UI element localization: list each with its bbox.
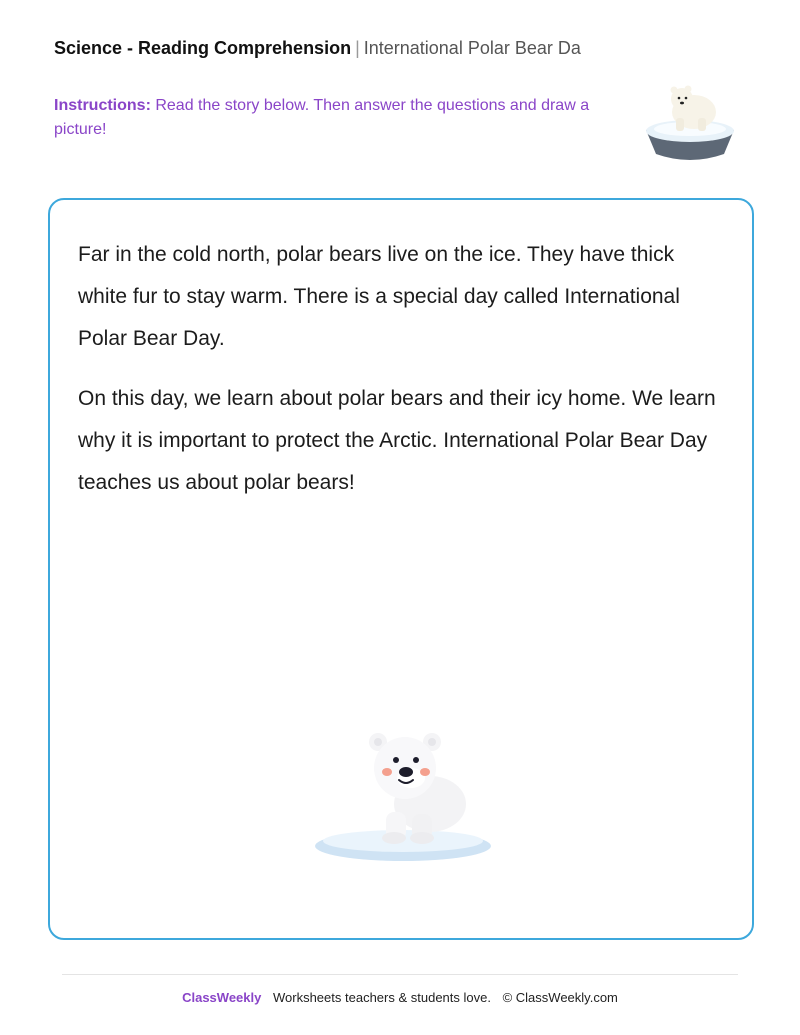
footer-divider <box>62 974 738 975</box>
footer-brand: ClassWeekly <box>182 990 262 1005</box>
instructions-text: Read the story below. Then answer the questions and draw a picture! <box>54 97 590 138</box>
instructions <box>54 94 614 142</box>
footer-copyright: © ClassWeekly.com <box>502 990 618 1005</box>
polar-bear-cub-illustration <box>308 720 498 870</box>
polar-bear-ice-floe-illustration <box>640 74 740 166</box>
footer-tagline: Worksheets teachers & students love. <box>272 990 491 1005</box>
topic-title: International Polar Bear Da <box>363 38 581 58</box>
subject-title: Science - Reading Comprehension <box>54 38 352 58</box>
instructions-label: Instructions: <box>54 97 151 114</box>
worksheet-header <box>54 38 581 59</box>
story-paragraph: On this day, we learn about polar bears and their icy home. We learn why it is important to protect the Arctic. International Polar Bear Day teaches us about polar bears! <box>78 387 716 494</box>
story-box <box>48 198 754 940</box>
footer <box>0 990 800 1005</box>
story-text <box>78 234 718 522</box>
header-separator: | <box>355 38 360 58</box>
story-paragraph: Far in the cold north, polar bears live on the ice. They have thick white fur to stay warm. There is a special day called International Polar Bear Day. <box>78 243 680 350</box>
